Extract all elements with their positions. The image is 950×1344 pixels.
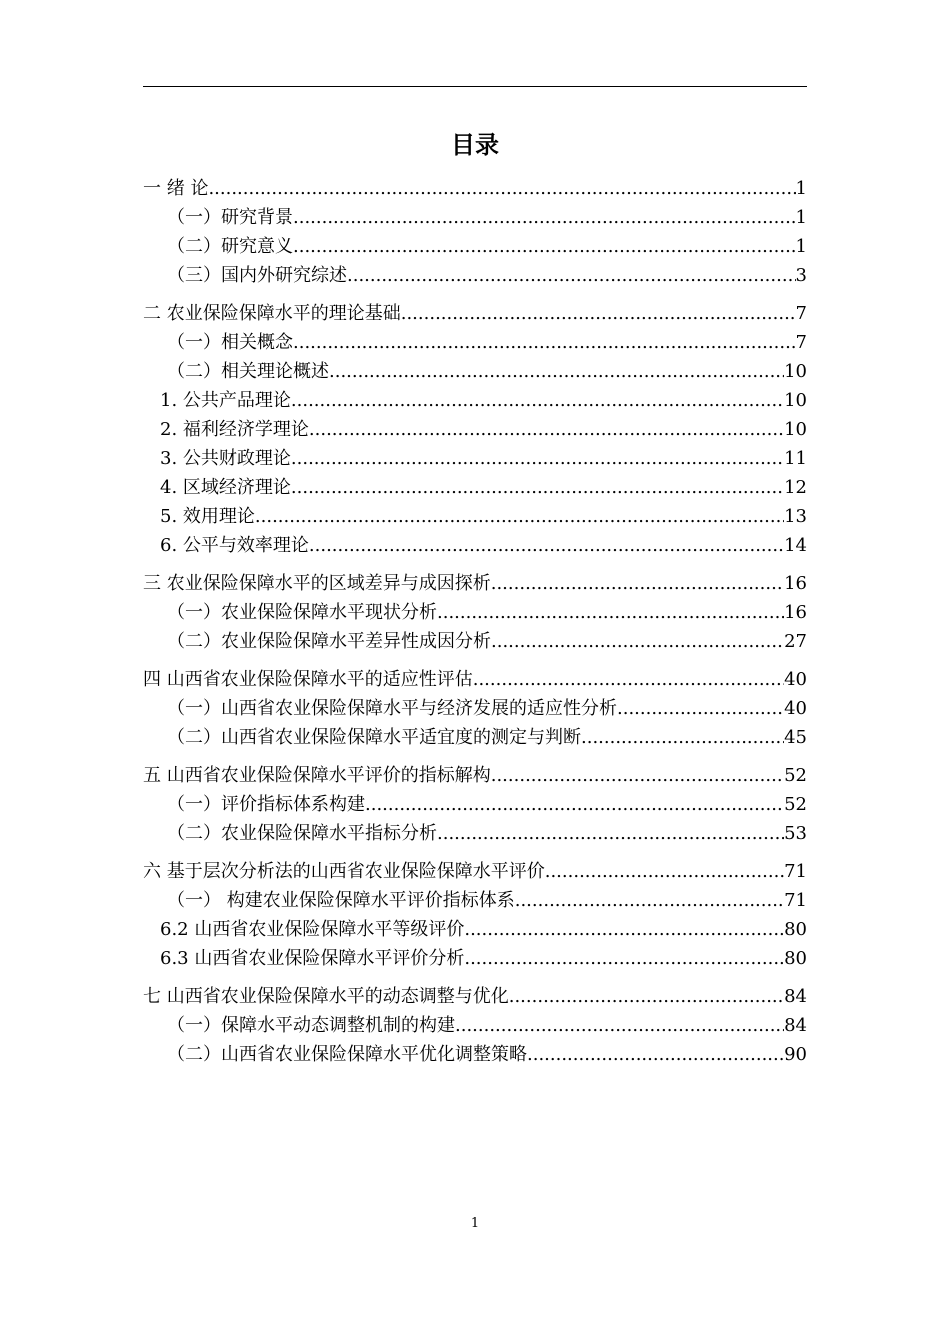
toc-entry-title: （二）研究意义 <box>167 236 293 257</box>
toc-entry-page: 1 <box>795 178 807 199</box>
toc-dot-leader <box>365 790 784 819</box>
toc-entry[interactable] <box>143 665 807 694</box>
toc-dot-leader <box>291 444 784 473</box>
toc-entry-title: （二）山西省农业保险保障水平适宜度的测定与判断 <box>167 727 581 748</box>
toc-entry-page: 90 <box>784 1044 807 1065</box>
toc-entry[interactable] <box>143 299 807 328</box>
toc-entry[interactable] <box>143 174 807 203</box>
toc-dot-leader <box>293 232 796 261</box>
toc-entry[interactable] <box>143 1040 807 1069</box>
toc-entry-page: 84 <box>784 986 807 1007</box>
toc-entry-title: 2. 福利经济学理论 <box>160 419 309 440</box>
toc-entry[interactable] <box>143 598 807 627</box>
toc-entry-page: 40 <box>784 698 807 719</box>
toc-entry-page: 1 <box>795 236 807 257</box>
toc-entry-title: 三 农业保险保障水平的区域差异与成因探析 <box>143 573 491 594</box>
toc-entry[interactable] <box>143 415 807 444</box>
toc-entry[interactable] <box>143 444 807 473</box>
toc-dot-leader <box>527 1040 784 1069</box>
toc-entry-page: 71 <box>784 861 807 882</box>
toc-entry[interactable] <box>143 232 807 261</box>
toc-entry-page: 80 <box>784 919 807 940</box>
toc-entry-page: 7 <box>795 332 807 353</box>
toc-entry-title: 4. 区域经济理论 <box>160 477 291 498</box>
toc-entry-page: 11 <box>784 448 807 469</box>
toc-entry[interactable] <box>143 569 807 598</box>
toc-dot-leader <box>491 627 784 656</box>
toc-entry-page: 14 <box>784 535 807 556</box>
toc-entry[interactable] <box>143 357 807 386</box>
toc-dot-leader <box>291 473 784 502</box>
toc-entry-title: 5. 效用理论 <box>160 506 255 527</box>
toc-entry-page: 13 <box>784 506 807 527</box>
toc-entry[interactable] <box>143 886 807 915</box>
toc-entry-page: 16 <box>784 602 807 623</box>
toc-entry-page: 27 <box>784 631 807 652</box>
toc-entry-title: （一） 构建农业保险保障水平评价指标体系 <box>167 890 515 911</box>
toc-entry-title: 3. 公共财政理论 <box>160 448 291 469</box>
toc-entry-title: 六 基于层次分析法的山西省农业保险保障水平评价 <box>143 861 545 882</box>
toc-entry[interactable] <box>143 761 807 790</box>
toc-entry-page: 40 <box>784 669 807 690</box>
toc-entry[interactable] <box>143 723 807 752</box>
toc-entry-title: （二）相关理论概述 <box>167 361 329 382</box>
toc-entry-page: 52 <box>784 794 807 815</box>
toc-entry[interactable] <box>143 261 807 290</box>
toc-entry-title: （二）农业保险保障水平差异性成因分析 <box>167 631 491 652</box>
header-rule <box>143 86 807 87</box>
toc-entry[interactable] <box>143 694 807 723</box>
toc-entry-page: 10 <box>784 419 807 440</box>
toc-entry-title: 一 绪 论 <box>143 178 209 199</box>
page-number: 1 <box>470 1216 480 1231</box>
toc-entry-page: 1 <box>795 207 807 228</box>
toc-dot-leader <box>491 569 784 598</box>
toc-dot-leader <box>617 694 784 723</box>
toc-entry-page: 10 <box>784 390 807 411</box>
toc-dot-leader <box>545 857 784 886</box>
toc-entry[interactable] <box>143 857 807 886</box>
toc-dot-leader <box>329 357 784 386</box>
toc-entry[interactable] <box>143 473 807 502</box>
toc-dot-leader <box>291 386 784 415</box>
toc-entry-page: 7 <box>795 303 807 324</box>
toc-entry[interactable] <box>143 790 807 819</box>
toc-entry-title: （一）山西省农业保险保障水平与经济发展的适应性分析 <box>167 698 617 719</box>
toc-entry-title: （一）研究背景 <box>167 207 293 228</box>
page-title: 目录 <box>451 131 499 159</box>
toc-entry-page: 84 <box>784 1015 807 1036</box>
toc-dot-leader <box>293 203 796 232</box>
table-of-contents <box>143 174 807 1069</box>
toc-entry-title: （二）农业保险保障水平指标分析 <box>167 823 437 844</box>
toc-dot-leader <box>208 174 795 203</box>
toc-entry-page: 16 <box>784 573 807 594</box>
toc-dot-leader <box>293 328 796 357</box>
toc-entry[interactable] <box>143 819 807 848</box>
toc-dot-leader <box>473 665 784 694</box>
toc-entry[interactable] <box>143 915 807 944</box>
toc-entry[interactable] <box>143 502 807 531</box>
toc-dot-leader <box>309 531 784 560</box>
toc-entry-page: 52 <box>784 765 807 786</box>
toc-entry[interactable] <box>143 982 807 1011</box>
toc-dot-leader <box>437 598 784 627</box>
toc-dot-leader <box>309 415 784 444</box>
toc-dot-leader <box>255 502 784 531</box>
toc-entry-page: 12 <box>784 477 807 498</box>
toc-entry[interactable] <box>143 386 807 415</box>
toc-entry-title: （一）农业保险保障水平现状分析 <box>167 602 437 623</box>
toc-entry-title: （一）评价指标体系构建 <box>167 794 365 815</box>
toc-dot-leader <box>401 299 796 328</box>
toc-dot-leader <box>515 886 784 915</box>
toc-entry[interactable] <box>143 203 807 232</box>
toc-entry-title: 四 山西省农业保险保障水平的适应性评估 <box>143 669 473 690</box>
toc-entry-title: 6. 公平与效率理论 <box>160 535 309 556</box>
toc-dot-leader <box>455 1011 784 1040</box>
toc-entry-title: 6.3 山西省农业保险保障水平评价分析 <box>160 948 465 969</box>
toc-entry-title: 1. 公共产品理论 <box>160 390 291 411</box>
toc-entry[interactable] <box>143 531 807 560</box>
toc-entry-title: （三）国内外研究综述 <box>167 265 347 286</box>
toc-entry-page: 45 <box>784 727 807 748</box>
toc-entry-page: 80 <box>784 948 807 969</box>
toc-entry-title: 6.2 山西省农业保险保障水平等级评价 <box>160 919 465 940</box>
toc-entry[interactable] <box>143 944 807 973</box>
toc-dot-leader <box>581 723 784 752</box>
toc-entry-page: 71 <box>784 890 807 911</box>
toc-entry-title: 五 山西省农业保险保障水平评价的指标解构 <box>143 765 491 786</box>
toc-entry-page: 10 <box>784 361 807 382</box>
toc-entry[interactable] <box>143 1011 807 1040</box>
toc-entry-title: 二 农业保险保障水平的理论基础 <box>143 303 401 324</box>
toc-dot-leader <box>464 944 784 973</box>
toc-dot-leader <box>464 915 784 944</box>
toc-entry-title: （一）相关概念 <box>167 332 293 353</box>
toc-dot-leader <box>437 819 784 848</box>
toc-dot-leader <box>347 261 796 290</box>
toc-dot-leader <box>509 982 784 1011</box>
toc-entry-title: 七 山西省农业保险保障水平的动态调整与优化 <box>143 986 509 1007</box>
toc-entry-title: （一）保障水平动态调整机制的构建 <box>167 1015 455 1036</box>
toc-entry-page: 3 <box>795 265 807 286</box>
toc-entry[interactable] <box>143 328 807 357</box>
toc-entry-page: 53 <box>784 823 807 844</box>
toc-entry[interactable] <box>143 627 807 656</box>
toc-entry-title: （二）山西省农业保险保障水平优化调整策略 <box>167 1044 527 1065</box>
toc-dot-leader <box>491 761 784 790</box>
